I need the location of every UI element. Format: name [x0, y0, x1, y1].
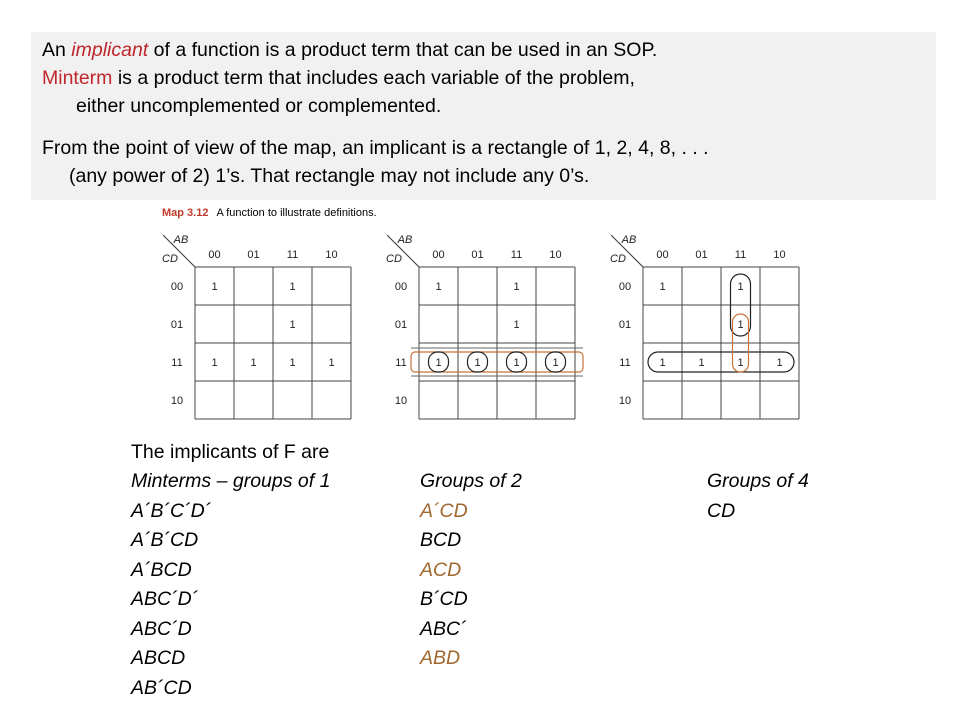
kmap-row-header: 01	[394, 319, 408, 331]
intro-line-5: (any power of 2) 1’s. That rectangle may not include any 0’s.	[69, 165, 590, 187]
group-2-item: ABC´	[420, 617, 467, 640]
kmap-cell-value: 1	[289, 281, 296, 293]
kmap-col-header: 00	[208, 249, 221, 261]
kmap-cell-value: 1	[737, 319, 744, 331]
group-2-item: BCD	[420, 529, 462, 551]
kmap-row-header: 10	[394, 395, 408, 407]
kmap-cell-value: 1	[250, 357, 257, 369]
kmap-cell-value: 1	[435, 281, 442, 293]
kmap-col-var-label: AB	[621, 234, 637, 246]
kmap-cell-value: 1	[211, 281, 218, 293]
kmap-col-header: 11	[734, 249, 747, 261]
map-caption-text: A function to illustrate definitions.	[216, 207, 377, 219]
minterm-term: Minterm	[42, 67, 113, 89]
kmap-cell-value: 1	[435, 357, 442, 369]
minterm-item: AB´CD	[131, 676, 192, 699]
kmap-cell-value: 1	[737, 281, 744, 293]
minterm-item: ABC´D	[131, 617, 192, 640]
kmap-col-header: 10	[325, 249, 338, 261]
intro-line-2-post: is a product term that includes each variable of the problem,	[112, 67, 635, 89]
group-2-item: A´CD	[420, 499, 468, 522]
intro-line-4: From the point of view of the map, an implicant is a rectangle of 1, 2, 4, 8, . . .	[42, 137, 709, 159]
kmap-cell-value: 1	[776, 357, 783, 369]
kmap-cell-value: 1	[289, 357, 296, 369]
kmap-row-header: 10	[618, 395, 632, 407]
kmap-cell-value: 1	[289, 319, 296, 331]
kmap-cell-value: 1	[659, 281, 666, 293]
kmap-row-header: 01	[618, 319, 632, 331]
groups-of-4-column	[707, 467, 809, 526]
minterm-item: ABC´D´	[131, 588, 199, 610]
kmap-col-header: 00	[432, 249, 445, 261]
kmap-col-header: 01	[695, 249, 708, 261]
kmap-col-header: 01	[247, 249, 260, 261]
kmap-cell-value: 1	[552, 357, 559, 369]
kmap-col-header: 11	[286, 249, 299, 261]
kmap-cell-value: 1	[659, 357, 666, 369]
kmap-col-header: 01	[471, 249, 484, 261]
intro-line-1-post: of a function is a product term that can be used in an SOP.	[148, 39, 658, 61]
kmap-row-header: 10	[170, 395, 184, 407]
kmap-row-header: 01	[170, 319, 184, 331]
implicants-title: The implicants of F are	[131, 441, 330, 463]
groups-of-4-header: Groups of 4	[707, 470, 809, 492]
group-4-item: CD	[707, 499, 736, 522]
kmap-1	[162, 234, 351, 419]
kmap-cell-value: 1	[474, 357, 481, 369]
kmap-row-var-label: CD	[162, 253, 178, 265]
intro-line-3: either uncomplemented or complemented.	[76, 95, 442, 117]
kmap-row-header: 00	[170, 281, 184, 293]
kmap-cell-value: 1	[513, 357, 520, 369]
map-caption-number: Map 3.12	[162, 207, 209, 219]
intro-line-1-pre: An	[42, 39, 72, 61]
minterm-item: A´B´C´D´	[131, 499, 212, 522]
minterm-item: A´B´CD	[131, 529, 199, 551]
kmap-row-header: 11	[395, 357, 407, 369]
group-2-item: ACD	[420, 558, 462, 581]
kmap-col-var-label: AB	[397, 234, 413, 246]
kmap-col-header: 10	[549, 249, 562, 261]
minterms-column-header: Minterms – groups of 1	[131, 470, 331, 492]
group-2-item: B´CD	[420, 588, 468, 610]
group-2-item: ABD	[420, 647, 461, 669]
kmap-cell-value: 1	[698, 357, 705, 369]
kmap-row-var-label: CD	[610, 253, 626, 265]
kmap-row-var-label: CD	[386, 253, 402, 265]
kmap-2	[386, 234, 583, 419]
minterm-item: ABCD	[131, 647, 186, 669]
kmap-cell-value: 1	[737, 357, 744, 369]
kmap-col-header: 10	[773, 249, 786, 261]
kmap-cell-value: 1	[211, 357, 218, 369]
kmap-row-header: 00	[394, 281, 408, 293]
groups-of-2-column	[420, 467, 522, 674]
kmap-cell-value: 1	[328, 357, 335, 369]
kmap-row-header: 11	[171, 357, 183, 369]
minterms-column	[131, 467, 330, 703]
implicant-term: implicant	[71, 39, 149, 61]
kmap-cell-value: 1	[513, 319, 520, 331]
kmap-col-header: 00	[656, 249, 669, 261]
kmap-cell-value: 1	[513, 281, 520, 293]
kmap-row-header: 00	[618, 281, 632, 293]
minterm-item: A´BCD	[131, 558, 192, 581]
kmap-3	[610, 234, 799, 419]
kmap-col-var-label: AB	[173, 234, 189, 246]
kmap-row-header: 11	[619, 357, 631, 369]
groups-of-2-header: Groups of 2	[420, 470, 522, 492]
kmap-col-header: 11	[510, 249, 523, 261]
